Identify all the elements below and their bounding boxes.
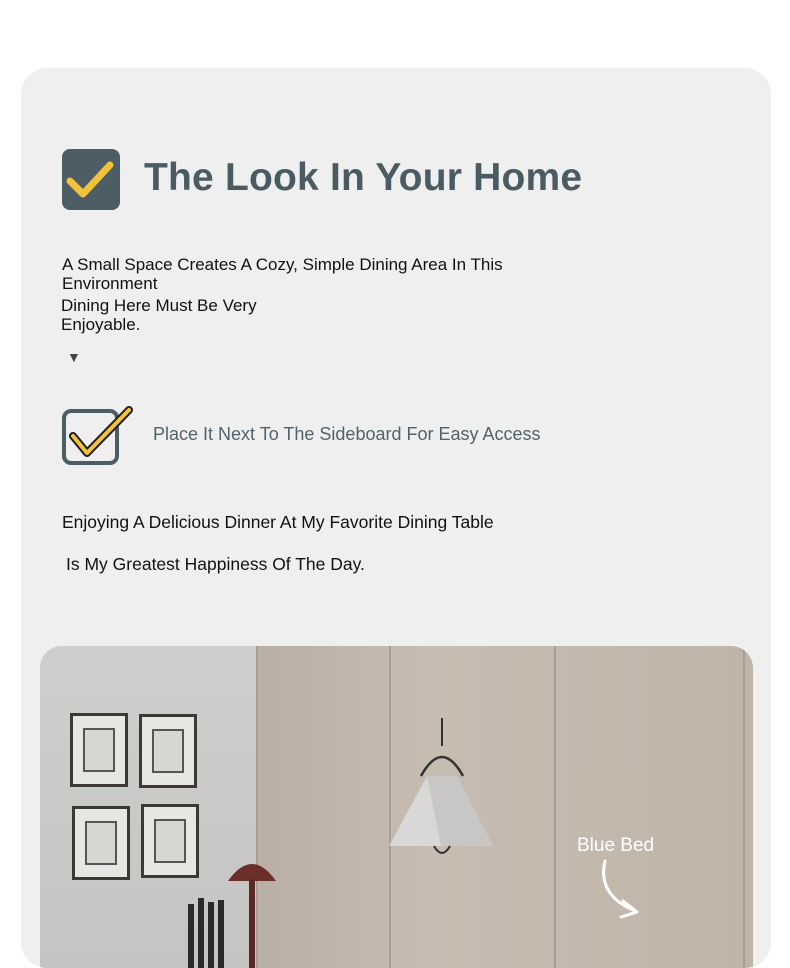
intro-line-3: Dining Here Must Be Very [61, 296, 257, 315]
page-title: The Look In Your Home [144, 156, 583, 199]
intro-text-block-2 [61, 296, 257, 334]
book [198, 898, 204, 968]
wall-frame [70, 713, 128, 787]
intro-line-4: Enjoyable. [61, 315, 141, 334]
intro-line-2: Environment [62, 274, 158, 293]
curved-arrow-down-icon [597, 859, 647, 919]
book [188, 904, 194, 968]
dining-room-photo [40, 646, 753, 968]
panel-seam [554, 646, 556, 968]
book [218, 900, 224, 968]
wall-frame [141, 804, 199, 878]
book [208, 902, 214, 968]
intro-line-1: A Small Space Creates A Cozy, Simple Dining Area In This [62, 255, 503, 274]
wall-frame [72, 806, 130, 880]
wall-frame [139, 714, 197, 788]
checkbox-check-icon [62, 149, 120, 210]
triangle-down-icon[interactable]: ▼ [67, 349, 81, 365]
intro-text-block-1 [62, 255, 503, 293]
quote-line-1: Enjoying A Delicious Dinner At My Favorite Dining Table [62, 512, 494, 532]
checkbox-check-icon [61, 404, 135, 468]
pendant-lamp-icon [389, 718, 499, 858]
feature-text: Place It Next To The Sideboard For Easy Access [153, 424, 541, 444]
content-card [21, 68, 771, 968]
mushroom-lamp-icon [226, 851, 286, 968]
photo-annotation: Blue Bed [577, 835, 655, 856]
quote-line-2: Is My Greatest Happiness Of The Day. [66, 554, 365, 574]
panel-seam [743, 646, 745, 968]
